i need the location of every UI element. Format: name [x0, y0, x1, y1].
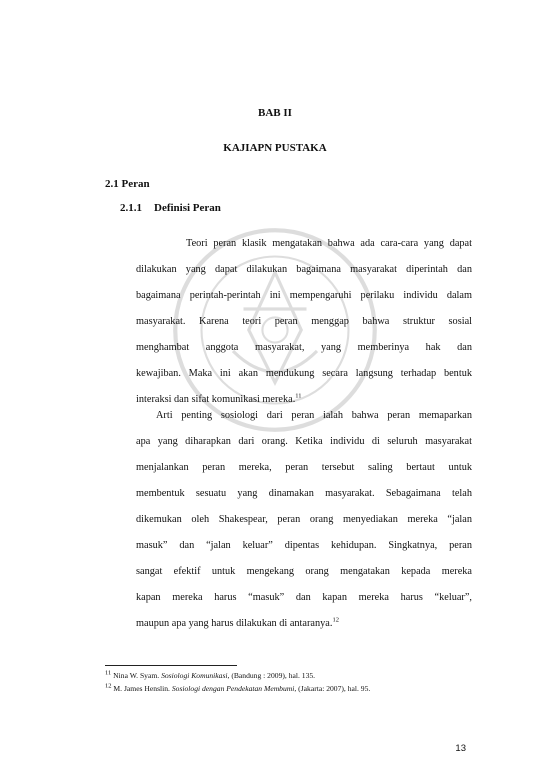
- paragraph-line: kapan mereka harus “masuk” dan kapan mereka harus “keluar”,: [136, 592, 472, 603]
- paragraph-line: dikemukan oleh Shakespear, peran orang menyediakan mereka “jalan: [136, 514, 472, 525]
- paragraph-line: menghambat anggota masyarakat, yang memberinya hak dan: [136, 342, 472, 353]
- paragraph-1: [136, 231, 472, 413]
- paragraph-line: menjalankan peran mereka, peran tersebut saling bertaut untuk: [136, 462, 472, 473]
- paragraph-line: sangat efektif untuk mengekang orang mengatakan kepada mereka: [136, 566, 472, 577]
- paragraph-line: bagaimana perintah-perintah ini mempengaruhi perilaku individu dalam: [136, 290, 472, 301]
- paragraph-line-last: [136, 611, 472, 637]
- chapter-title: KAJIAPN PUSTAKA: [223, 142, 327, 154]
- paragraph-line: dilakukan yang dapat dilakukan bagaimana masyarakat diperintah dan: [136, 264, 472, 275]
- footnote-reference: 11: [295, 392, 302, 400]
- paragraph-line: masyarakat. Karena teori peran menggap bahwa struktur sosial: [136, 316, 472, 327]
- subsection-heading: [120, 202, 221, 214]
- footnote-details: , (Jakarta: 2007), hal. 95.: [294, 684, 371, 693]
- paragraph-line: Arti penting sosiologi dari peran ialah bahwa peran memaparkan: [156, 410, 472, 421]
- paragraph-line: kewajiban. Maka ini akan mendukung secara langsung terhadap bentuk: [136, 368, 472, 379]
- footnote-details: , (Bandung : 2009), hal. 135.: [227, 671, 316, 680]
- footnote-number: 11: [105, 669, 112, 677]
- section-heading: 2.1 Peran: [105, 178, 150, 190]
- footnote-author: M. James Henslin.: [113, 684, 170, 693]
- paragraph-line-text: interaksi dan sifat komunikasi mereka.: [136, 394, 296, 405]
- footnote-number: 12: [105, 682, 112, 690]
- footnote-divider: [105, 665, 237, 666]
- paragraph-2: [136, 403, 472, 637]
- footnote-author: Nina W. Syam.: [113, 671, 160, 680]
- footnote-book-title: Sosiologi Komunikasi: [161, 671, 228, 680]
- paragraph-line: apa yang diharapkan dari orang. Ketika individu di seluruh masyarakat: [136, 436, 472, 447]
- paragraph-line-text: maupun apa yang harus dilakukan di antaranya.: [136, 618, 333, 629]
- paragraph-line: membentuk sesuatu yang dinamakan masyarakat. Sebagaimana telah: [136, 488, 472, 499]
- footnote-reference: 12: [332, 616, 339, 624]
- chapter-number: BAB II: [258, 107, 292, 119]
- footnote: [105, 684, 370, 693]
- footnote: [105, 671, 315, 680]
- subsection-number: 2.1.1: [120, 202, 142, 214]
- subsection-title: Definisi Peran: [154, 202, 221, 214]
- paragraph-line: Teori peran klasik mengatakan bahwa ada cara-cara yang dapat: [186, 238, 472, 249]
- footnote-book-title: Sosiologi dengan Pendekatan Membumi: [171, 684, 295, 693]
- page-number: 13: [455, 743, 466, 754]
- paragraph-line: masuk” dan “jalan keluar” dipentas kehidupan. Singkatnya, peran: [136, 540, 472, 551]
